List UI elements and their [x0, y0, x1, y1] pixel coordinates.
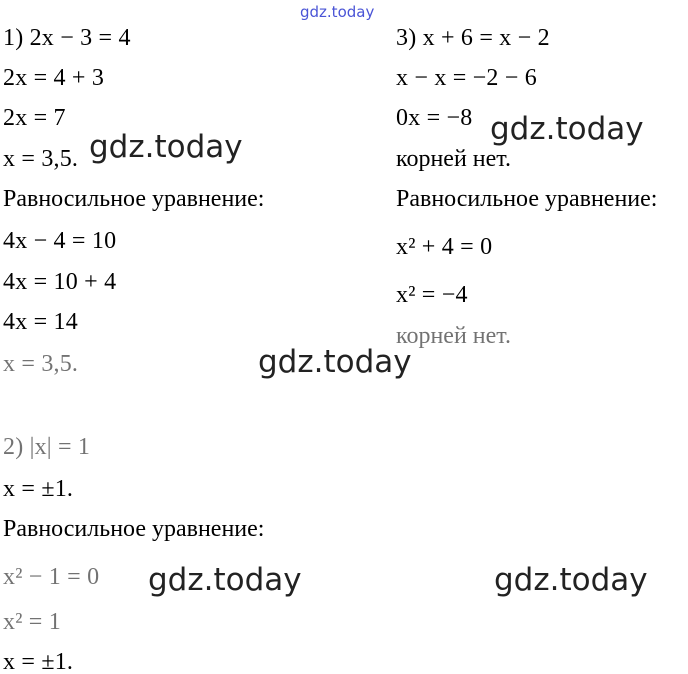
ex3-equiv-line-1: x² + 4 = 0: [396, 234, 493, 260]
ex2-equiv-line-1: x² − 1 = 0: [3, 564, 100, 590]
ex1-equiv-label: Равносильное уравнение:: [3, 186, 265, 212]
ex3-equiv-label: Равносильное уравнение:: [396, 186, 658, 212]
watermark-top: gdz.today: [300, 3, 375, 21]
watermark-3: gdz.today: [258, 344, 412, 380]
ex2-line-1: 2) |x| = 1: [3, 434, 91, 460]
ex3-line-4: корней нет.: [396, 146, 511, 172]
ex1-line-2: 2x = 4 + 3: [3, 65, 105, 91]
ex3-line-3: 0x = −8: [396, 105, 473, 131]
watermark-4: gdz.today: [148, 562, 302, 598]
watermark-2: gdz.today: [490, 111, 644, 147]
ex1-line-1: 1) 2x − 3 = 4: [3, 25, 131, 51]
watermark-5: gdz.today: [494, 562, 648, 598]
ex1-equiv-line-1: 4x − 4 = 10: [3, 228, 117, 254]
ex1-equiv-line-4: x = 3,5.: [3, 351, 79, 377]
ex2-line-2: x = ±1.: [3, 476, 74, 502]
ex2-equiv-line-2: x² = 1: [3, 609, 61, 635]
ex1-equiv-line-3: 4x = 14: [3, 309, 78, 335]
ex1-line-4: x = 3,5.: [3, 146, 79, 172]
ex3-line-1: 3) x + 6 = x − 2: [396, 25, 550, 51]
ex1-equiv-line-2: 4x = 10 + 4: [3, 269, 117, 295]
ex1-line-3: 2x = 7: [3, 105, 66, 131]
ex3-equiv-line-2: x² = −4: [396, 282, 468, 308]
ex3-equiv-line-3: корней нет.: [396, 323, 511, 349]
ex2-equiv-line-3: x = ±1.: [3, 649, 74, 674]
ex3-line-2: x − x = −2 − 6: [396, 65, 537, 91]
ex2-equiv-label: Равносильное уравнение:: [3, 516, 265, 542]
watermark-1: gdz.today: [89, 129, 243, 165]
